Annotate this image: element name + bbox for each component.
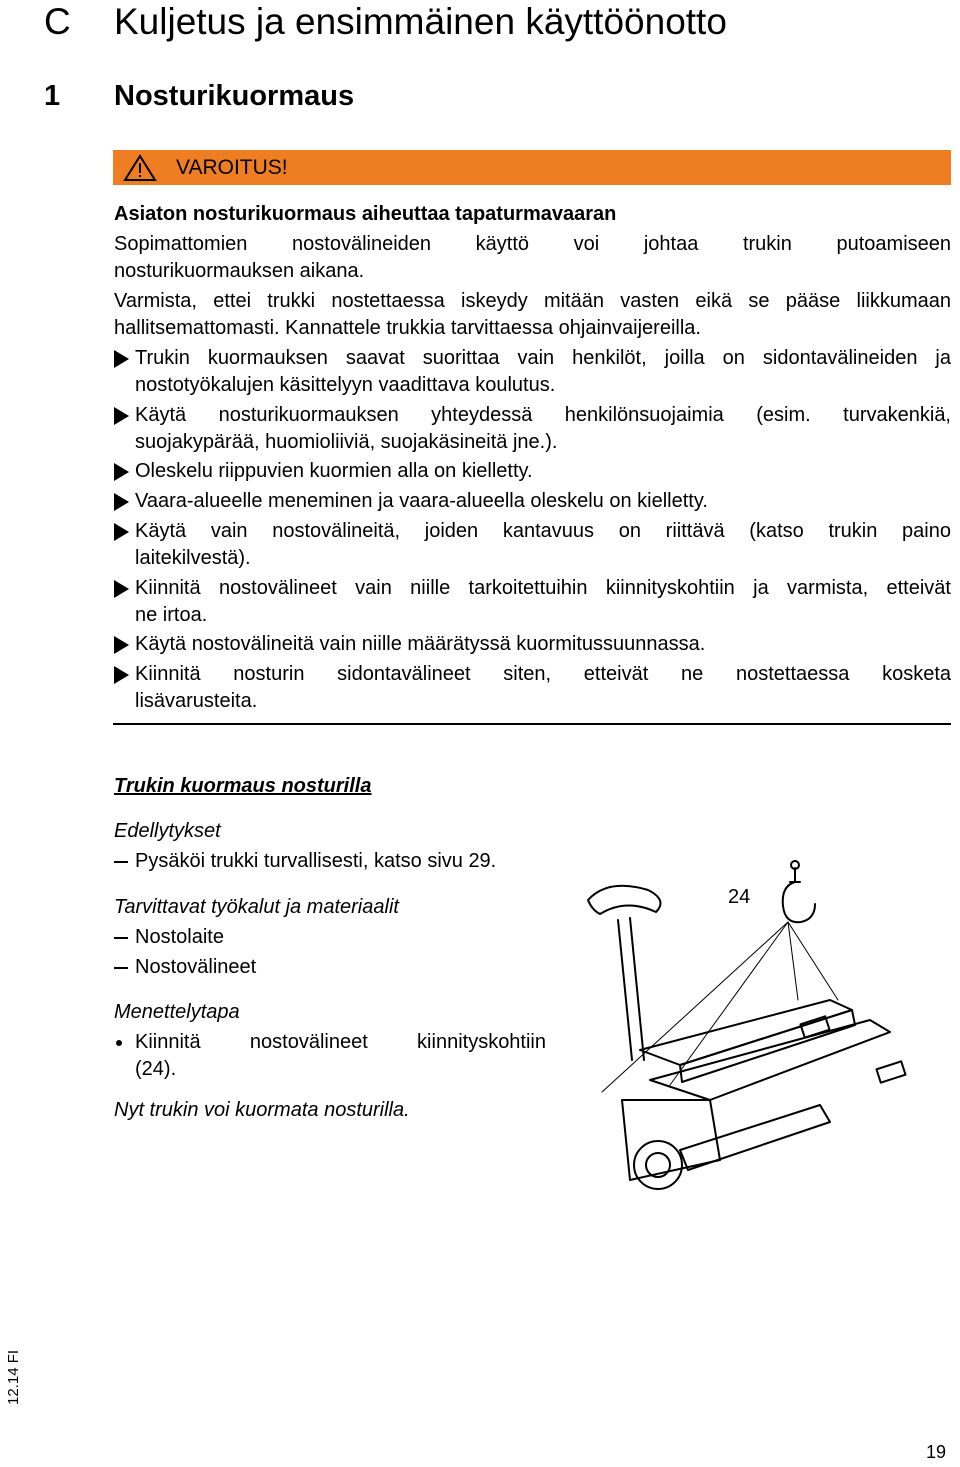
- tool-item: [114, 924, 414, 951]
- bullet-line: Käytä nosturikuormauksen yhteydessä henkilönsuojaimia (esim. turvakenkiä,: [135, 404, 951, 426]
- warning-para2-line2: hallitsemattomasti. Kannattele trukkia tarvittaessa ohjainvaijereilla.: [114, 317, 701, 339]
- arrow-bullet-icon: [114, 493, 129, 511]
- warning-para2-line1: Varmista, ettei trukki nostettaessa iskeydy mitään vasten eikä se pääse liikkumaan: [114, 290, 951, 312]
- warning-end-rule: [113, 723, 951, 725]
- warning-triangle-icon: [123, 154, 157, 182]
- tool-item: [114, 954, 414, 981]
- result-text: Nyt trukin voi kuormata nosturilla.: [114, 1099, 410, 1121]
- prereq-item: [114, 848, 554, 875]
- bullet-line: ne irtoa.: [135, 604, 208, 626]
- method-step-line: Kiinnitä nostovälineet kiinnityskohtiin: [135, 1031, 546, 1053]
- bullet-line: Kiinnitä nosturin sidontavälineet siten, etteivät ne nostettaessa kosketa: [135, 663, 951, 685]
- callout-label: 24: [728, 886, 751, 908]
- crane-hook-icon: [783, 868, 815, 922]
- arrow-bullet-icon: [114, 666, 129, 684]
- pallet-truck-illustration: [570, 860, 960, 1220]
- arrow-bullet-icon: [114, 580, 129, 598]
- arrow-bullet-icon: [114, 407, 129, 425]
- dash-bullet-icon: [114, 861, 128, 863]
- warning-bar: [113, 150, 951, 185]
- arrow-bullet-icon: [114, 463, 129, 481]
- prereq-item-text: Pysäköi trukki turvallisesti, katso sivu 29.: [135, 850, 497, 872]
- arrow-bullet-icon: [114, 350, 129, 368]
- footer-date-language: 12.14 FI: [5, 1349, 22, 1405]
- tool-item-text: Nostovälineet: [135, 956, 257, 978]
- arrow-bullet-icon: [114, 636, 129, 654]
- method-step: [114, 1029, 546, 1083]
- bullet-line: Käytä nostovälineitä vain niille määrätyssä kuormitussuunnassa.: [135, 633, 706, 655]
- chapter-letter: C: [44, 1, 71, 42]
- bullet-line: Käytä vain nostovälineitä, joiden kantavuus on riittävä (katso trukin paino: [135, 520, 951, 542]
- warning-label: VAROITUS!: [176, 156, 288, 179]
- prereq-heading: Edellytykset: [114, 820, 221, 842]
- bullet-line: suojakypärää, huomioliiviä, suojakäsineitä jne.).: [135, 431, 558, 453]
- procedure-title: Trukin kuormaus nosturilla: [114, 775, 372, 797]
- warning-para1-line2: nosturikuormauksen aikana.: [114, 260, 365, 282]
- bullet-line: Trukin kuormauksen saavat suorittaa vain henkilöt, joilla on sidontavälineiden ja: [135, 347, 951, 369]
- section-title: Nosturikuormaus: [114, 80, 355, 112]
- page-number: 19: [926, 1442, 947, 1462]
- chapter-title: Kuljetus ja ensimmäinen käyttöönotto: [114, 1, 727, 42]
- bullet-line: nostotyökalujen käsittelyyn vaadittava koulutus.: [135, 374, 556, 396]
- warning-heading: Asiaton nosturikuormaus aiheuttaa tapaturmavaaran: [114, 203, 617, 225]
- bullet-line: Kiinnitä nostovälineet vain niille tarkoitettuihin kiinnityskohtiin ja varmista, etteivät: [135, 577, 951, 599]
- tool-item-text: Nostolaite: [135, 926, 224, 948]
- bullet-line: lisävarusteita.: [135, 690, 258, 712]
- dash-bullet-icon: [114, 937, 128, 939]
- dot-bullet-icon: [116, 1040, 122, 1046]
- method-step-line: (24).: [135, 1058, 177, 1080]
- arrow-bullet-icon: [114, 523, 129, 541]
- method-heading: Menettelytapa: [114, 1001, 240, 1023]
- dash-bullet-icon: [114, 967, 128, 969]
- bullet-line: Oleskelu riippuvien kuormien alla on kielletty.: [135, 460, 533, 482]
- tools-heading: Tarvittavat työkalut ja materiaalit: [114, 896, 399, 918]
- section-number: 1: [44, 80, 61, 112]
- bullet-line: Vaara-alueelle meneminen ja vaara-alueella oleskelu on kielletty.: [135, 490, 708, 512]
- warning-para1-line1: Sopimattomien nostovälineiden käyttö voi johtaa trukin putoamiseen: [114, 233, 951, 255]
- bullet-line: laitekilvestä).: [135, 547, 251, 569]
